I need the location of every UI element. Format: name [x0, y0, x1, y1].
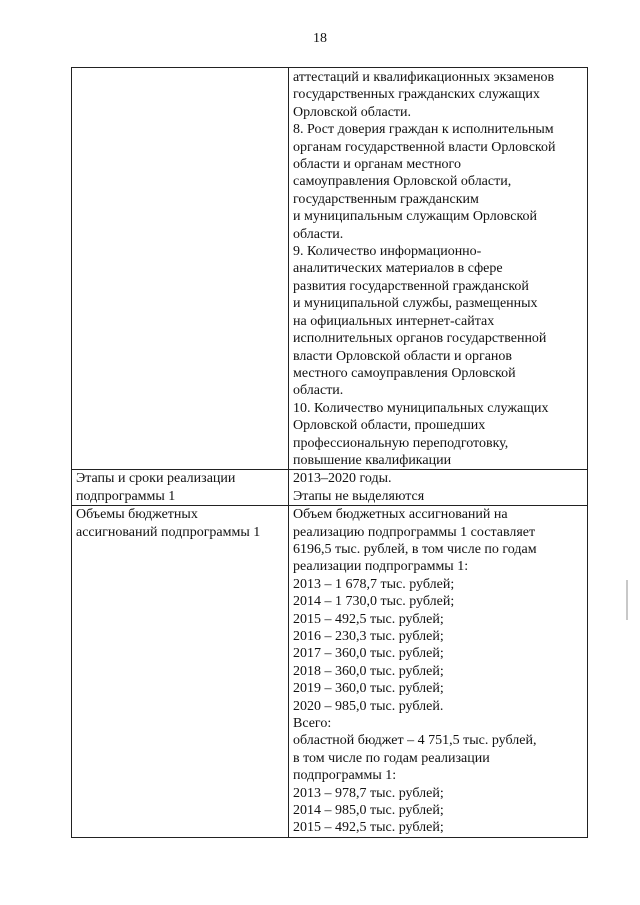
text-line: области.: [293, 226, 344, 242]
page-number: 18: [313, 31, 327, 46]
text-line: 2019 – 360,0 тыс. рублей;: [293, 681, 444, 697]
text-line: Орловской области.: [293, 104, 412, 120]
text-line: 8. Рост доверия граждан к исполнительным: [293, 122, 554, 138]
text-line: местного самоуправления Орловской: [293, 365, 516, 381]
text-line: 2013 – 978,7 тыс. рублей;: [293, 785, 444, 801]
text-line: исполнительных органов государственной: [293, 331, 547, 347]
table-row-stages: [72, 470, 588, 506]
text-line: областной бюджет – 4 751,5 тыс. рублей,: [293, 733, 537, 749]
text-line: в том числе по годам реализации: [293, 750, 490, 766]
text-line: 2018 – 360,0 тыс. рублей;: [293, 663, 444, 679]
text-line: 2013–2020 годы.: [293, 471, 392, 487]
text-line: на официальных интернет-сайтах: [293, 313, 495, 329]
text-line: Объемы бюджетных: [76, 507, 198, 523]
text-line: 2016 – 230,3 тыс. рублей;: [293, 629, 444, 644]
text-line: Орловской области, прошедших: [293, 418, 486, 434]
text-line: 9. Количество информационно-: [293, 244, 482, 260]
text-line: и муниципальной службы, размещенных: [293, 296, 538, 312]
text-line: реализацию подпрограммы 1 составляет: [293, 524, 536, 540]
text-line: 6196,5 тыс. рублей, в том числе по годам: [293, 541, 537, 557]
text-line: государственных гражданских служащих: [293, 87, 540, 103]
text-line: Объем бюджетных ассигнований на: [293, 507, 508, 523]
cell-left-empty: [72, 68, 289, 470]
text-line: Всего:: [293, 716, 332, 732]
text-line: Этапы не выделяются: [293, 488, 425, 504]
text-line: области и органам местного: [293, 157, 461, 173]
text-line: подпрограммы 1: [76, 488, 176, 504]
passport-table: [71, 67, 588, 838]
text-line: профессиональную переподготовку,: [293, 435, 509, 451]
text-line: аналитических материалов в сфере: [293, 261, 503, 277]
text-line: развития государственной гражданской: [293, 278, 529, 294]
cell-budget-value: [289, 506, 588, 838]
text-line: реализации подпрограммы 1:: [293, 559, 469, 575]
cell-stages-value: [289, 470, 588, 506]
text-line: 2017 – 360,0 тыс. рублей;: [293, 646, 444, 662]
text-line: области.: [293, 383, 344, 399]
text-line: подпрограммы 1:: [293, 768, 397, 784]
text-line: ассигнований подпрограммы 1: [76, 524, 261, 540]
text-line: 2020 – 985,0 тыс. рублей.: [293, 698, 444, 714]
text-line: органам государственной власти Орловской: [293, 139, 556, 155]
cell-indicators: [289, 68, 588, 470]
table-row-indicators: [72, 68, 588, 470]
scan-edge-mark: [626, 580, 628, 620]
text-line: самоуправления Орловской области,: [293, 174, 512, 190]
text-line: 2014 – 985,0 тыс. рублей;: [293, 803, 444, 819]
table-row-budget: [72, 506, 588, 838]
text-line: 2013 – 1 678,7 тыс. рублей;: [293, 576, 455, 592]
text-line: аттестаций и квалификационных экзаменов: [293, 70, 555, 85]
text-line: и муниципальным служащим Орловской: [293, 209, 538, 225]
text-line: 10. Количество муниципальных служащих: [293, 400, 549, 416]
text-line: власти Орловской области и органов: [293, 348, 513, 364]
text-line: Этапы и сроки реализации: [76, 471, 236, 487]
text-line: повышение квалификации: [293, 452, 452, 468]
text-line: 2015 – 492,5 тыс. рублей;: [293, 820, 444, 836]
cell-budget-label: [72, 506, 289, 838]
text-line: 2014 – 1 730,0 тыс. рублей;: [293, 594, 455, 610]
text-line: 2015 – 492,5 тыс. рублей;: [293, 611, 444, 627]
text-line: государственным гражданским: [293, 191, 479, 207]
cell-stages-label: [72, 470, 289, 506]
